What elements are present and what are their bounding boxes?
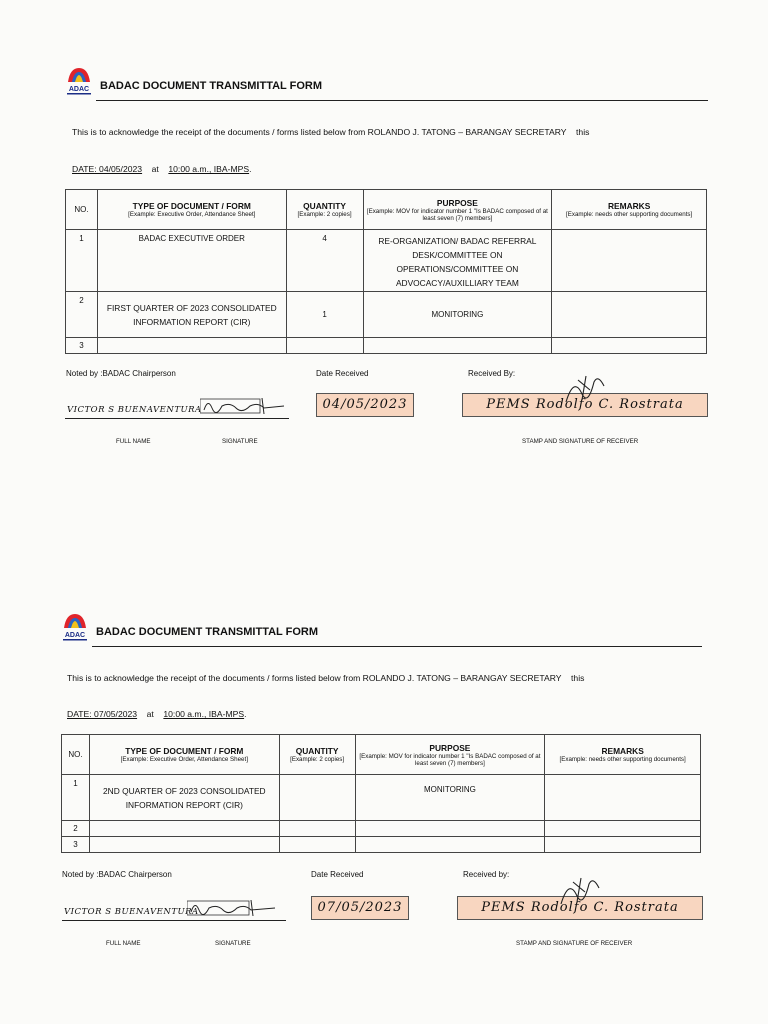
chairperson-name: VICTOR S BUENAVENTURA: [67, 405, 202, 415]
badac-logo-icon: [60, 610, 90, 642]
received-by-label: Received by:: [463, 870, 510, 879]
row-quantity: 4: [286, 230, 363, 292]
row-type: FIRST QUARTER OF 2023 CONSOLIDATED INFORMATION REPORT (CIR): [97, 292, 286, 338]
noted-by-label: Noted by :BADAC Chairperson: [66, 369, 176, 378]
table-row: [62, 821, 701, 837]
acknowledgement-text: This is to acknowledge the receipt of the documents / forms listed below from ROLANDO J. TATONG – BARANGAY SECRETARY this: [72, 127, 590, 137]
header-remarks: REMARKS [Example: needs other supporting documents]: [552, 190, 707, 230]
date-line: DATE: 04/05/2023 at 10:00 a.m., IBA-MPS.: [72, 164, 252, 174]
table-header-row: [62, 735, 701, 775]
header-quantity: QUANTITY [Example: 2 copies]: [286, 190, 363, 230]
row-purpose: [355, 837, 545, 853]
logo-text: ADAC: [64, 632, 86, 639]
full-name-label: FULL NAME: [116, 438, 151, 445]
date-received-label: Date Received: [316, 369, 369, 378]
row-remarks: [545, 821, 701, 837]
row-no: 3: [66, 338, 98, 354]
form-title: BADAC DOCUMENT TRANSMITTAL FORM: [100, 80, 323, 92]
date-line: DATE: 07/05/2023 at 10:00 a.m., IBA-MPS.: [67, 709, 247, 719]
row-quantity: [279, 775, 355, 821]
header-quantity: QUANTITY [Example: 2 copies]: [279, 735, 355, 775]
time-place-value: 10:00 a.m., IBA-MPS: [163, 709, 245, 719]
date-received-label: Date Received: [311, 870, 364, 879]
row-quantity: 1: [286, 292, 363, 338]
header-purpose: PURPOSE [Example: MOV for indicator number 1 "Is BADAC composed of at least seven (7) members]: [363, 190, 552, 230]
row-purpose: RE-ORGANIZATION/ BADAC REFERRAL DESK/COMMITTEE ON OPERATIONS/COMMITTEE ON ADVOCACY/AUXILLIARY TEAM: [363, 230, 552, 292]
chairperson-name-field: [62, 898, 286, 921]
header-no: NO.: [62, 735, 90, 775]
signature-label: SIGNATURE: [222, 438, 258, 445]
date-value: DATE: 04/05/2023: [72, 164, 143, 174]
noted-by-label: Noted by :BADAC Chairperson: [62, 870, 172, 879]
row-no: 2: [62, 821, 90, 837]
receiver-name: PEMS Rodolfo C. Rostrata: [481, 900, 679, 915]
row-type: [89, 821, 279, 837]
acknowledgement-text: This is to acknowledge the receipt of the documents / forms listed below from ROLANDO J. TATONG – BARANGAY SECRETARY this: [67, 673, 585, 683]
row-remarks: [545, 837, 701, 853]
logo-text: ADAC: [68, 86, 90, 93]
header-type: TYPE OF DOCUMENT / FORM [Example: Executive Order, Attendance Sheet]: [97, 190, 286, 230]
row-purpose: [355, 821, 545, 837]
receiver-name: PEMS Rodolfo C. Rostrata: [486, 397, 684, 412]
date-value: DATE: 07/05/2023: [67, 709, 138, 719]
date-received-box: [311, 896, 409, 920]
receiver-signature-icon: [555, 874, 605, 910]
header-type: TYPE OF DOCUMENT / FORM [Example: Executive Order, Attendance Sheet]: [89, 735, 279, 775]
row-no: 2: [66, 292, 98, 338]
header-remarks: REMARKS [Example: needs other supporting documents]: [545, 735, 701, 775]
title-rule: [92, 646, 702, 647]
row-type: BADAC EXECUTIVE ORDER: [97, 230, 286, 292]
date-received-value: 07/05/2023: [317, 900, 403, 915]
documents-table: [61, 734, 701, 853]
row-type: 2ND QUARTER OF 2023 CONSOLIDATED INFORMATION REPORT (CIR): [89, 775, 279, 821]
stamp-signature-label: STAMP AND SIGNATURE OF RECEIVER: [516, 940, 633, 947]
received-by-label: Received By:: [468, 369, 516, 378]
full-name-label: FULL NAME: [106, 940, 141, 947]
row-no: 3: [62, 837, 90, 853]
header-no: NO.: [66, 190, 98, 230]
date-received-value: 04/05/2023: [322, 397, 408, 412]
row-quantity: [279, 821, 355, 837]
header-purpose: PURPOSE [Example: MOV for indicator number 1 "Is BADAC composed of at least seven (7) members]: [355, 735, 545, 775]
row-type: [89, 837, 279, 853]
row-purpose: MONITORING: [355, 775, 545, 821]
chairperson-name: VICTOR S BUENAVENTURA: [64, 907, 199, 917]
table-row: [62, 837, 701, 853]
row-no: 1: [62, 775, 90, 821]
stamp-signature-label: STAMP AND SIGNATURE OF RECEIVER: [522, 438, 639, 445]
chairperson-signature-icon: [187, 898, 277, 918]
form-title: BADAC DOCUMENT TRANSMITTAL FORM: [96, 626, 319, 638]
signature-label: SIGNATURE: [215, 940, 251, 947]
row-remarks: [545, 775, 701, 821]
table-row: [62, 775, 701, 821]
row-no: 1: [66, 230, 98, 292]
time-place-value: 10:00 a.m., IBA-MPS: [168, 164, 250, 174]
row-quantity: [279, 837, 355, 853]
row-purpose: MONITORING: [363, 292, 552, 338]
